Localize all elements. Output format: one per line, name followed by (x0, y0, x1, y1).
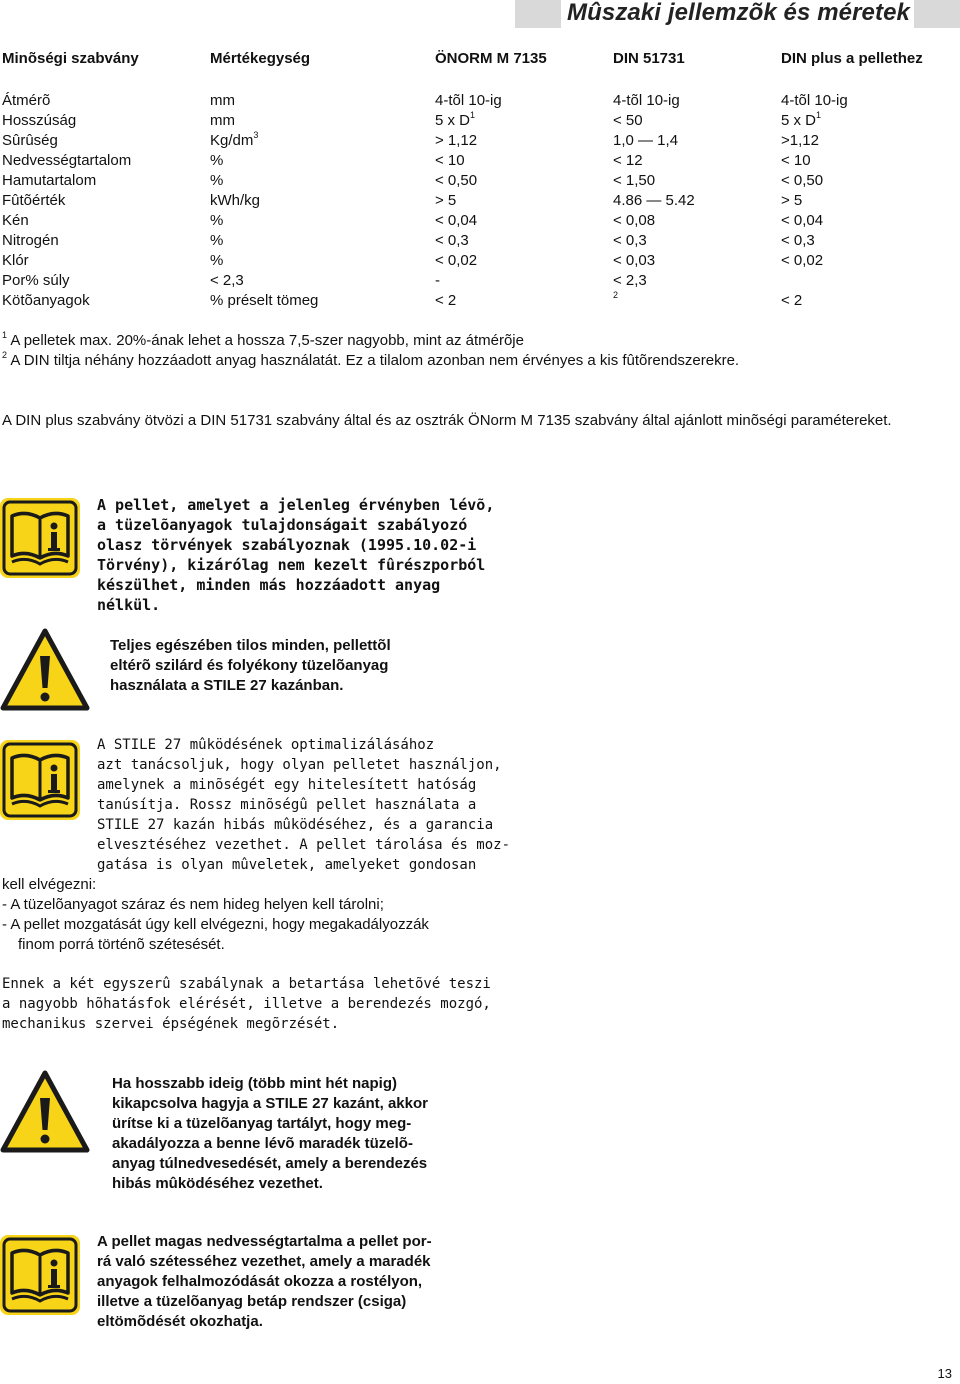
table-cell: 5 x $D^1$ (781, 110, 822, 129)
table-cell: mm (210, 112, 235, 129)
table-cell: < 0,02 (435, 252, 478, 269)
col-header: ÖNORM M 7135 (435, 50, 547, 67)
table-cell: mm (210, 92, 235, 109)
table-cell: 5 x $D^1$ (435, 110, 476, 129)
list-item: - A pellet mozgatását úgy kell elvégezni, hogy megakadályozzák (2, 916, 429, 933)
table-cell: Klór (2, 252, 29, 269)
table-cell: 4-tõl 10-ig (613, 92, 680, 109)
table-row (2, 152, 951, 172)
table-cell: Sûrûség (2, 132, 58, 149)
col-header: Minõségi szabvány (2, 50, 139, 67)
table-cell: < 0,02 (781, 252, 824, 269)
table-cell: < 0,3 (781, 232, 815, 249)
manual-info-icon (0, 740, 80, 825)
info-note-1: A pellet, amelyet a jelenleg érvényben lévõ, a tüzelõanyagok tulajdonságait szabályozó olasz törvények szabályoznak (1995.10.02-i Törvény), kizárólag nem kezelt fûrészporból készülhet, minden más hozzáadott anyag nélkül. (97, 496, 495, 614)
info-note-2-continued: kell elvégezni: - A tüzelõanyagot száraz és nem hideg helyen kell tárolni; - A pellet mozgatását úgy kell elvégezni, hogy megakadályozzák finom porrá történõ szétesését. (2, 876, 429, 953)
table-row (2, 252, 951, 272)
table-cell: < 10 (435, 152, 465, 169)
footnote-ref: 1 (470, 110, 476, 120)
manual-info-icon (0, 1235, 80, 1320)
warning-triangle-icon (0, 1070, 90, 1159)
table-cell: >1,12 (781, 132, 819, 149)
table-cell: < 0,3 (435, 232, 469, 249)
footnote-2: $^2$ A DIN tiltja néhány hozzáadott anyag használatát. Ez a tilalom azonban nem érvényes a kis fûtõrendszerekre. (2, 350, 740, 369)
table-cell: < 2,3 (613, 272, 647, 289)
table-cell: 4-tõl 10-ig (781, 92, 848, 109)
warning-note-2: Ha hosszabb ideig (több mint hét napig) kikapcsolva hagyja a STILE 27 kazánt, akkor ürítse ki a tüzelõanyag tartályt, hogy meg- akadályozza a benne lévõ maradék tüzelõ- anyag túlnedvesedését, amely a berendezés hibás mûködéséhez vezethet. (112, 1075, 428, 1192)
table-cell: < 50 (613, 112, 643, 129)
table-cell: < 10 (781, 152, 811, 169)
list-item: finom porrá történõ szétesését. (18, 936, 225, 953)
col-header: Mértékegység (210, 50, 311, 67)
page-title: Mûszaki jellemzõk és méretek (561, 0, 914, 29)
table-row (2, 172, 951, 192)
table-cell: 4.86 — 5.42 (613, 192, 695, 209)
table-cell: % préselt tömeg (210, 292, 319, 309)
table-cell (781, 272, 951, 292)
table-cell: > 5 (435, 192, 457, 209)
table-cell: Nedvességtartalom (2, 152, 132, 169)
table-cell: 1,0 — 1,4 (613, 132, 679, 149)
table-cell: Nitrogén (2, 232, 59, 249)
rules-paragraph: Ennek a két egyszerû szabálynak a betartása lehetõvé teszi a nagyobb hõhatásfok elérését, illetve a berendezés mozgó, mechanikus szervei épségének megõrzését. (2, 976, 491, 1032)
table-cell: % (210, 172, 224, 189)
table-cell: - (435, 272, 440, 289)
spec-table (2, 50, 951, 312)
table-row (2, 232, 951, 252)
din-plus-note: A DIN plus szabvány ötvözi a DIN 51731 szabvány által és az osztrák ÖNorm M 7135 szabvány által ajánlott minõségi paramétereket. (2, 412, 892, 429)
table-cell: Fûtõérték (2, 192, 66, 209)
table-cell: > 1,12 (435, 132, 478, 149)
footnote-ref: 2 (613, 290, 619, 300)
table-cell: 4-tõl 10-ig (435, 92, 502, 109)
col-header: DIN plus a pellethez (781, 50, 923, 67)
table-cell: < 0,04 (435, 212, 478, 229)
table-row (2, 272, 951, 292)
table-cell: % (210, 252, 224, 269)
footnote-ref: 1 (816, 110, 822, 120)
manual-info-icon (0, 498, 80, 583)
table-row (2, 212, 951, 232)
table-cell: % (210, 212, 224, 229)
table-row (2, 92, 951, 112)
table-cell: < 0,50 (435, 172, 478, 189)
list-item: - A tüzelõanyagot száraz és nem hideg helyen kell tárolni; (2, 896, 384, 913)
unit-exponent: 3 (253, 130, 259, 140)
table-row (2, 192, 951, 212)
warning-note-1: Teljes egészében tilos minden, pellettõl eltérõ szilárd és folyékony tüzelõanyag használata a STILE 27 kazánban. (110, 637, 391, 694)
table-row (2, 112, 951, 132)
table-cell: < 0,04 (781, 212, 824, 229)
table-cell: Por% súly (2, 272, 70, 289)
table-cell: < 2 (781, 292, 803, 309)
table-cell: $Kg/dm^3$ (210, 130, 259, 149)
table-cell: < 0,03 (613, 252, 656, 269)
table-header-row (2, 50, 951, 72)
table-cell: > 5 (781, 192, 803, 209)
table-cell: kWh/kg (210, 192, 261, 209)
table-cell: Hamutartalom (2, 172, 97, 189)
info-note-2: A STILE 27 mûködésének optimalizálásához azt tanácsoljuk, hogy olyan pelletet használjon, amelynek a minõségét egy hitelesített hatóság tanúsítja. Rossz minõségû pellet használata a STILE 27 kazán hibás mûködéséhez, és a garancia elvesztéséhez vezethet. A pellet tárolása és moz- gatása is olyan mûveletek, amelyeket gondosan (97, 737, 511, 873)
table-cell: < 0,08 (613, 212, 656, 229)
warning-triangle-icon (0, 628, 90, 717)
table-row (2, 292, 951, 312)
spacer (2, 72, 951, 92)
info-note-3: A pellet magas nedvességtartalma a pellet por- rá való szétesséhez vezethet, amely a maradék anyagok felhalmozódását okozza a rostélyon, illetve a tüzelõanyag betáp rendszer (csiga) eltömõdését okozhatja. (97, 1233, 432, 1330)
table-cell: < 0,50 (781, 172, 824, 189)
table-cell: Átmérõ (2, 92, 51, 109)
table-cell: < 2,3 (210, 272, 244, 289)
table-cell (613, 292, 781, 312)
table-row (2, 132, 951, 152)
table-cell: % (210, 152, 224, 169)
table-cell: < 1,50 (613, 172, 656, 189)
table-cell: Kén (2, 212, 29, 229)
table-cell: Hosszúság (2, 112, 77, 129)
table-cell: % (210, 232, 224, 249)
table-cell: < 2 (435, 292, 457, 309)
table-cell: Kötõanyagok (2, 292, 90, 309)
footnote-1: $^1$ A pelletek max. 20%-ának lehet a hossza 7,5-szer nagyobb, mint az átmérõje (2, 330, 524, 349)
page-number: 13 (937, 1366, 952, 1381)
col-header: DIN 51731 (613, 50, 685, 67)
table-cell: < 12 (613, 152, 643, 169)
table-cell: < 0,3 (613, 232, 647, 249)
